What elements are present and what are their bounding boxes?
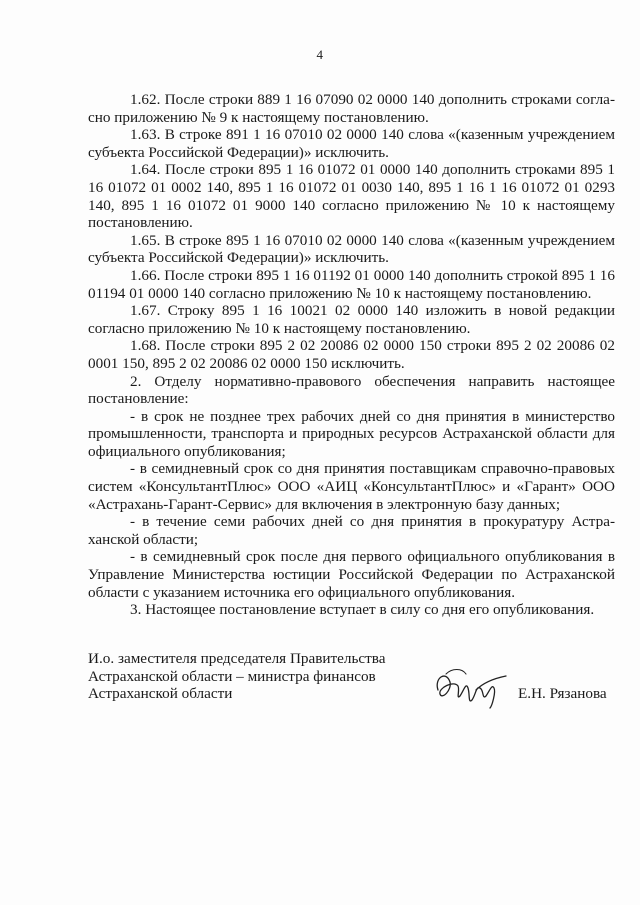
handwritten-signature	[432, 660, 510, 710]
position-line-1: И.о. заместителя председателя Правительства	[88, 650, 386, 667]
clause-1-64: 1.64. После строки 895 1 16 01072 01 0000 140 дополнить строками 895 1 16 01072 01 0002 140, 895 1 16 01072 01 0030 140, 895 1 16 1 16 01072 01 0293 140, 895 1 16 01072 01 9000 140 согласно приложению № 10 к настоящему постановлению.	[88, 161, 615, 232]
clause-2-item-4: - в семидневный срок после дня первого официального опубликования в Управление Министерства юстиции Российской Федерации по Астраханской области с указанием источника его официального опубликования.	[88, 548, 615, 601]
position-line-2: Астраханской области – министра финансов	[88, 667, 376, 685]
clause-1-66: 1.66. После строки 895 1 16 01192 01 0000 140 дополнить строкой 895 1 16 01194 01 0000 140 согласно приложению № 10 к настоящему постановлению.	[88, 266, 615, 302]
signatory-position	[88, 650, 388, 703]
clause-2: 2. Отделу нормативно-правового обеспечения направить настоящее постановление:	[88, 372, 615, 408]
clause-2-item-1: - в срок не позднее трех рабочих дней со дня принятия в министерство промышленности, транспорта и природных ресурсов Астраханской области для официального опубликования;	[88, 407, 615, 460]
clause-2-item-2: - в семидневный срок со дня принятия поставщикам справочно-правовых систем «КонсультантПлюс» ООО «АИЦ «КонсультантПлюс» и «Гарант» ООО «Астрахань-Гарант-Сервис» для включения в электронную базу данных;	[88, 460, 615, 513]
page-number: 4	[316, 47, 324, 62]
clause-3: 3. Настоящее постановление вступает в силу со дня его опубликования.	[130, 601, 595, 619]
clause-2-item-3: - в течение семи рабочих дней со дня принятия в прокуратуру Астраханской области;	[88, 513, 615, 548]
clause-1-68: 1.68. После строки 895 2 02 20086 02 0000 150 строки 895 2 02 20086 02 0001 150, 895 2 02 20086 02 0000 150 исключить.	[88, 337, 615, 372]
clause-1-65: 1.65. В строке 895 1 16 07010 02 0000 140 слова «(казенным учреждением субъекта Российской Федерации)» исключить.	[88, 231, 615, 267]
document-body	[88, 91, 615, 619]
clause-1-63: 1.63. В строке 891 1 16 07010 02 0000 140 слова «(казенным учреждением субъекта Российской Федерации)» исключить.	[88, 126, 615, 161]
clause-1-62: 1.62. После строки 889 1 16 07090 02 0000 140 дополнить строками согласно приложению № 9 к настоящему постановлению.	[88, 91, 615, 126]
position-line-3: Астраханской области	[88, 685, 233, 703]
clause-1-67: 1.67. Строку 895 1 16 10021 02 0000 140 изложить в новой редакции согласно приложению № 10 к настоящему постановлению.	[88, 302, 615, 337]
signer-name: Е.Н. Рязанова	[518, 685, 607, 702]
